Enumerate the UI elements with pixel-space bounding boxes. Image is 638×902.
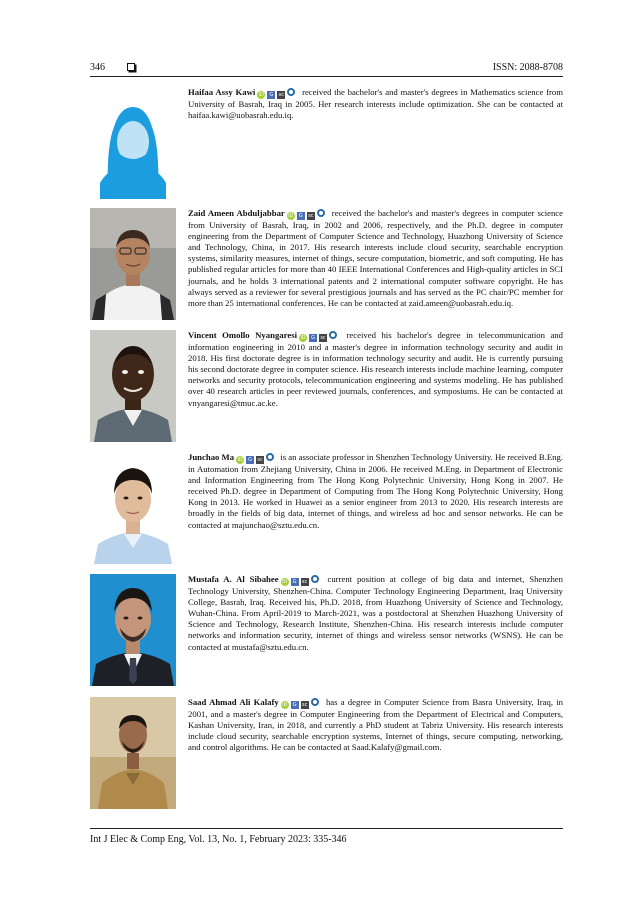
bio-body: current position at college of big data and internet, Shenzhen Technology University, Shenzhen-China. Computer Technology Engineering Department, Iraq University College, Basrah, Iraq. Received his, Ph.D. 2018, from Huazhong University of Science and Technology, Wuhan-China. From April-2019 to March-2021, was a postdoctoral at Shenzhen Huazhong University of Science and Technology, Research Institute, Shenzhen-China. His research interests include computer networks and information security, internet of things and wireless sensor networks (WSNS). He can be contacted at mustafa@sztu.edu.cn. <box>188 574 564 652</box>
header-rule <box>90 76 563 77</box>
author-name: Vincent Omollo Nyangaresi <box>188 330 297 340</box>
page-number: 346 <box>90 62 105 73</box>
scopus-icon[interactable]: sc <box>301 579 308 585</box>
scopus-icon[interactable]: sc <box>278 92 284 98</box>
publons-icon[interactable] <box>266 453 274 461</box>
author-photo <box>90 574 176 686</box>
author-name: Junchao Ma <box>188 452 235 462</box>
google-scholar-icon[interactable]: G <box>291 701 299 709</box>
orcid-icon[interactable]: iD <box>281 579 288 585</box>
publons-icon[interactable] <box>311 575 319 583</box>
author-photo <box>90 208 176 320</box>
scopus-icon[interactable]: sc <box>320 335 326 341</box>
bio-text <box>188 208 563 309</box>
author-name: Saad Ahmad Ali Kalafy <box>188 697 279 707</box>
profile-icons <box>281 698 321 709</box>
google-scholar-icon[interactable]: G <box>309 334 317 342</box>
publons-icon[interactable] <box>317 209 325 217</box>
page-header <box>90 62 563 74</box>
google-scholar-icon[interactable]: G <box>297 212 305 220</box>
bio-text <box>188 87 563 121</box>
google-scholar-icon[interactable]: G <box>291 578 299 586</box>
journal-box-icon <box>127 63 135 71</box>
bio-body: received the bachelor's and master's degrees in Mathematics science from University of Basrah, Iraq in 2005. Her research interests include optimization. She can be contacted at haifaa.kawi@uobasrah.edu.iq. <box>188 87 563 121</box>
google-scholar-icon[interactable]: G <box>246 456 254 464</box>
bio-text <box>188 452 563 531</box>
journal-citation: Int J Elec & Comp Eng, Vol. 13, No. 1, February 2023: 335-346 <box>90 834 347 845</box>
author-photo <box>90 452 176 564</box>
scopus-icon[interactable]: sc <box>308 213 314 219</box>
bio-body: has a degree in Computer Science from Basra University, Iraq, in 2001, and a master's degree in Computer Engineering from the Department of Electrical and Computers, Kashan University, Iran, in 2018, and currently a PhD student at Tabriz University. His research interests include cloud security, searchable encryption systems, Internet of things, secure computing, networking, and control algorithms. He can be contacted at Saad.Kalafy@gmail.com. <box>188 697 564 753</box>
profile-icons <box>281 575 321 586</box>
orcid-icon[interactable]: iD <box>237 457 243 463</box>
google-scholar-icon[interactable]: G <box>267 91 275 99</box>
orcid-icon[interactable]: iD <box>288 213 294 219</box>
orcid-icon[interactable]: iD <box>258 92 264 98</box>
issn: ISSN: 2088-8708 <box>492 62 563 73</box>
profile-icons <box>236 453 276 464</box>
publons-icon[interactable] <box>311 698 319 706</box>
profile-icons <box>287 209 327 220</box>
author-photo <box>90 330 176 442</box>
orcid-icon[interactable]: iD <box>300 335 306 341</box>
orcid-icon[interactable]: iD <box>282 702 288 708</box>
scopus-icon[interactable]: sc <box>257 457 263 463</box>
author-photo <box>90 697 176 809</box>
bio-body: received his bachelor's degree in telecommunication and information engineering in 2010 and a master's degree in information technology security and audit in 2018. His first doctorate degree is in information technology security and audit. He is currently pursuing his second doctorate degree in computer science. His research interests include machine learning, computer networks and security protocols, telecommunication engineering and systems modeling. He has published over 40 research articles in peer reviewed journals, conferences, and symposiums. He can be contacted at vnyangaresi@tmuc.ac.ke. <box>188 330 563 408</box>
scopus-icon[interactable]: sc <box>302 702 308 708</box>
author-name: Haifaa Assy Kawi <box>188 87 256 97</box>
bio-text <box>188 697 563 753</box>
publons-icon[interactable] <box>287 88 295 96</box>
author-name: Mustafa A. Al Sibahee <box>188 574 279 584</box>
profile-icons <box>257 88 297 99</box>
bio-text <box>188 574 563 653</box>
author-name: Zaid Ameen Abduljabbar <box>188 208 285 218</box>
bio-body: is an associate professor in Shenzhen Technology University. He received B.Eng. in Automation from Zhejiang University, China in 2006. He received M.Eng. in Department of Electronic and Information Engineering from The Hong Kong Polytechnic University, Hong Kong in 2007. He received Ph.D. degree in Department of Computing from The Hong Kong Polytechnic University, Hong Kong in 2013. He worked in Huawei as a senior engineer from 2013 to 2020. His research interests are broadly in the fields of big data, internet of things, and wireless ad hoc and sensor networks. He can be contacted at majunchao@sztu.edu.cn. <box>188 452 563 530</box>
bio-text <box>188 330 563 409</box>
profile-icons <box>299 331 339 342</box>
publons-icon[interactable] <box>329 331 337 339</box>
bio-body: received the bachelor's and master's degrees in computer science from University of Basrah, Iraq, in 2002 and 2006, respectively, and the Ph.D. degree in computer engineering from the Department of Computer Science and Technology, Huazhong University of Science and Technology, China, in 2017. His research interests include cloud security, searchable encryption systems, similarity measures, internet of things, secure computation, biometric, and soft computing. He has published regular articles for more than 40 IEEE International Conferences and High-quality articles in SCI journals, and he holds 3 international patents and 2 international computer software copyright. He has always served as a reviewer for several prestigious journals and has served as the PC chair/PC member for more than 25 international conferences. He can be contacted at zaid.ameen@uobasrah.edu.iq. <box>188 208 564 308</box>
author-photo <box>90 87 176 199</box>
footer-rule <box>90 828 563 829</box>
